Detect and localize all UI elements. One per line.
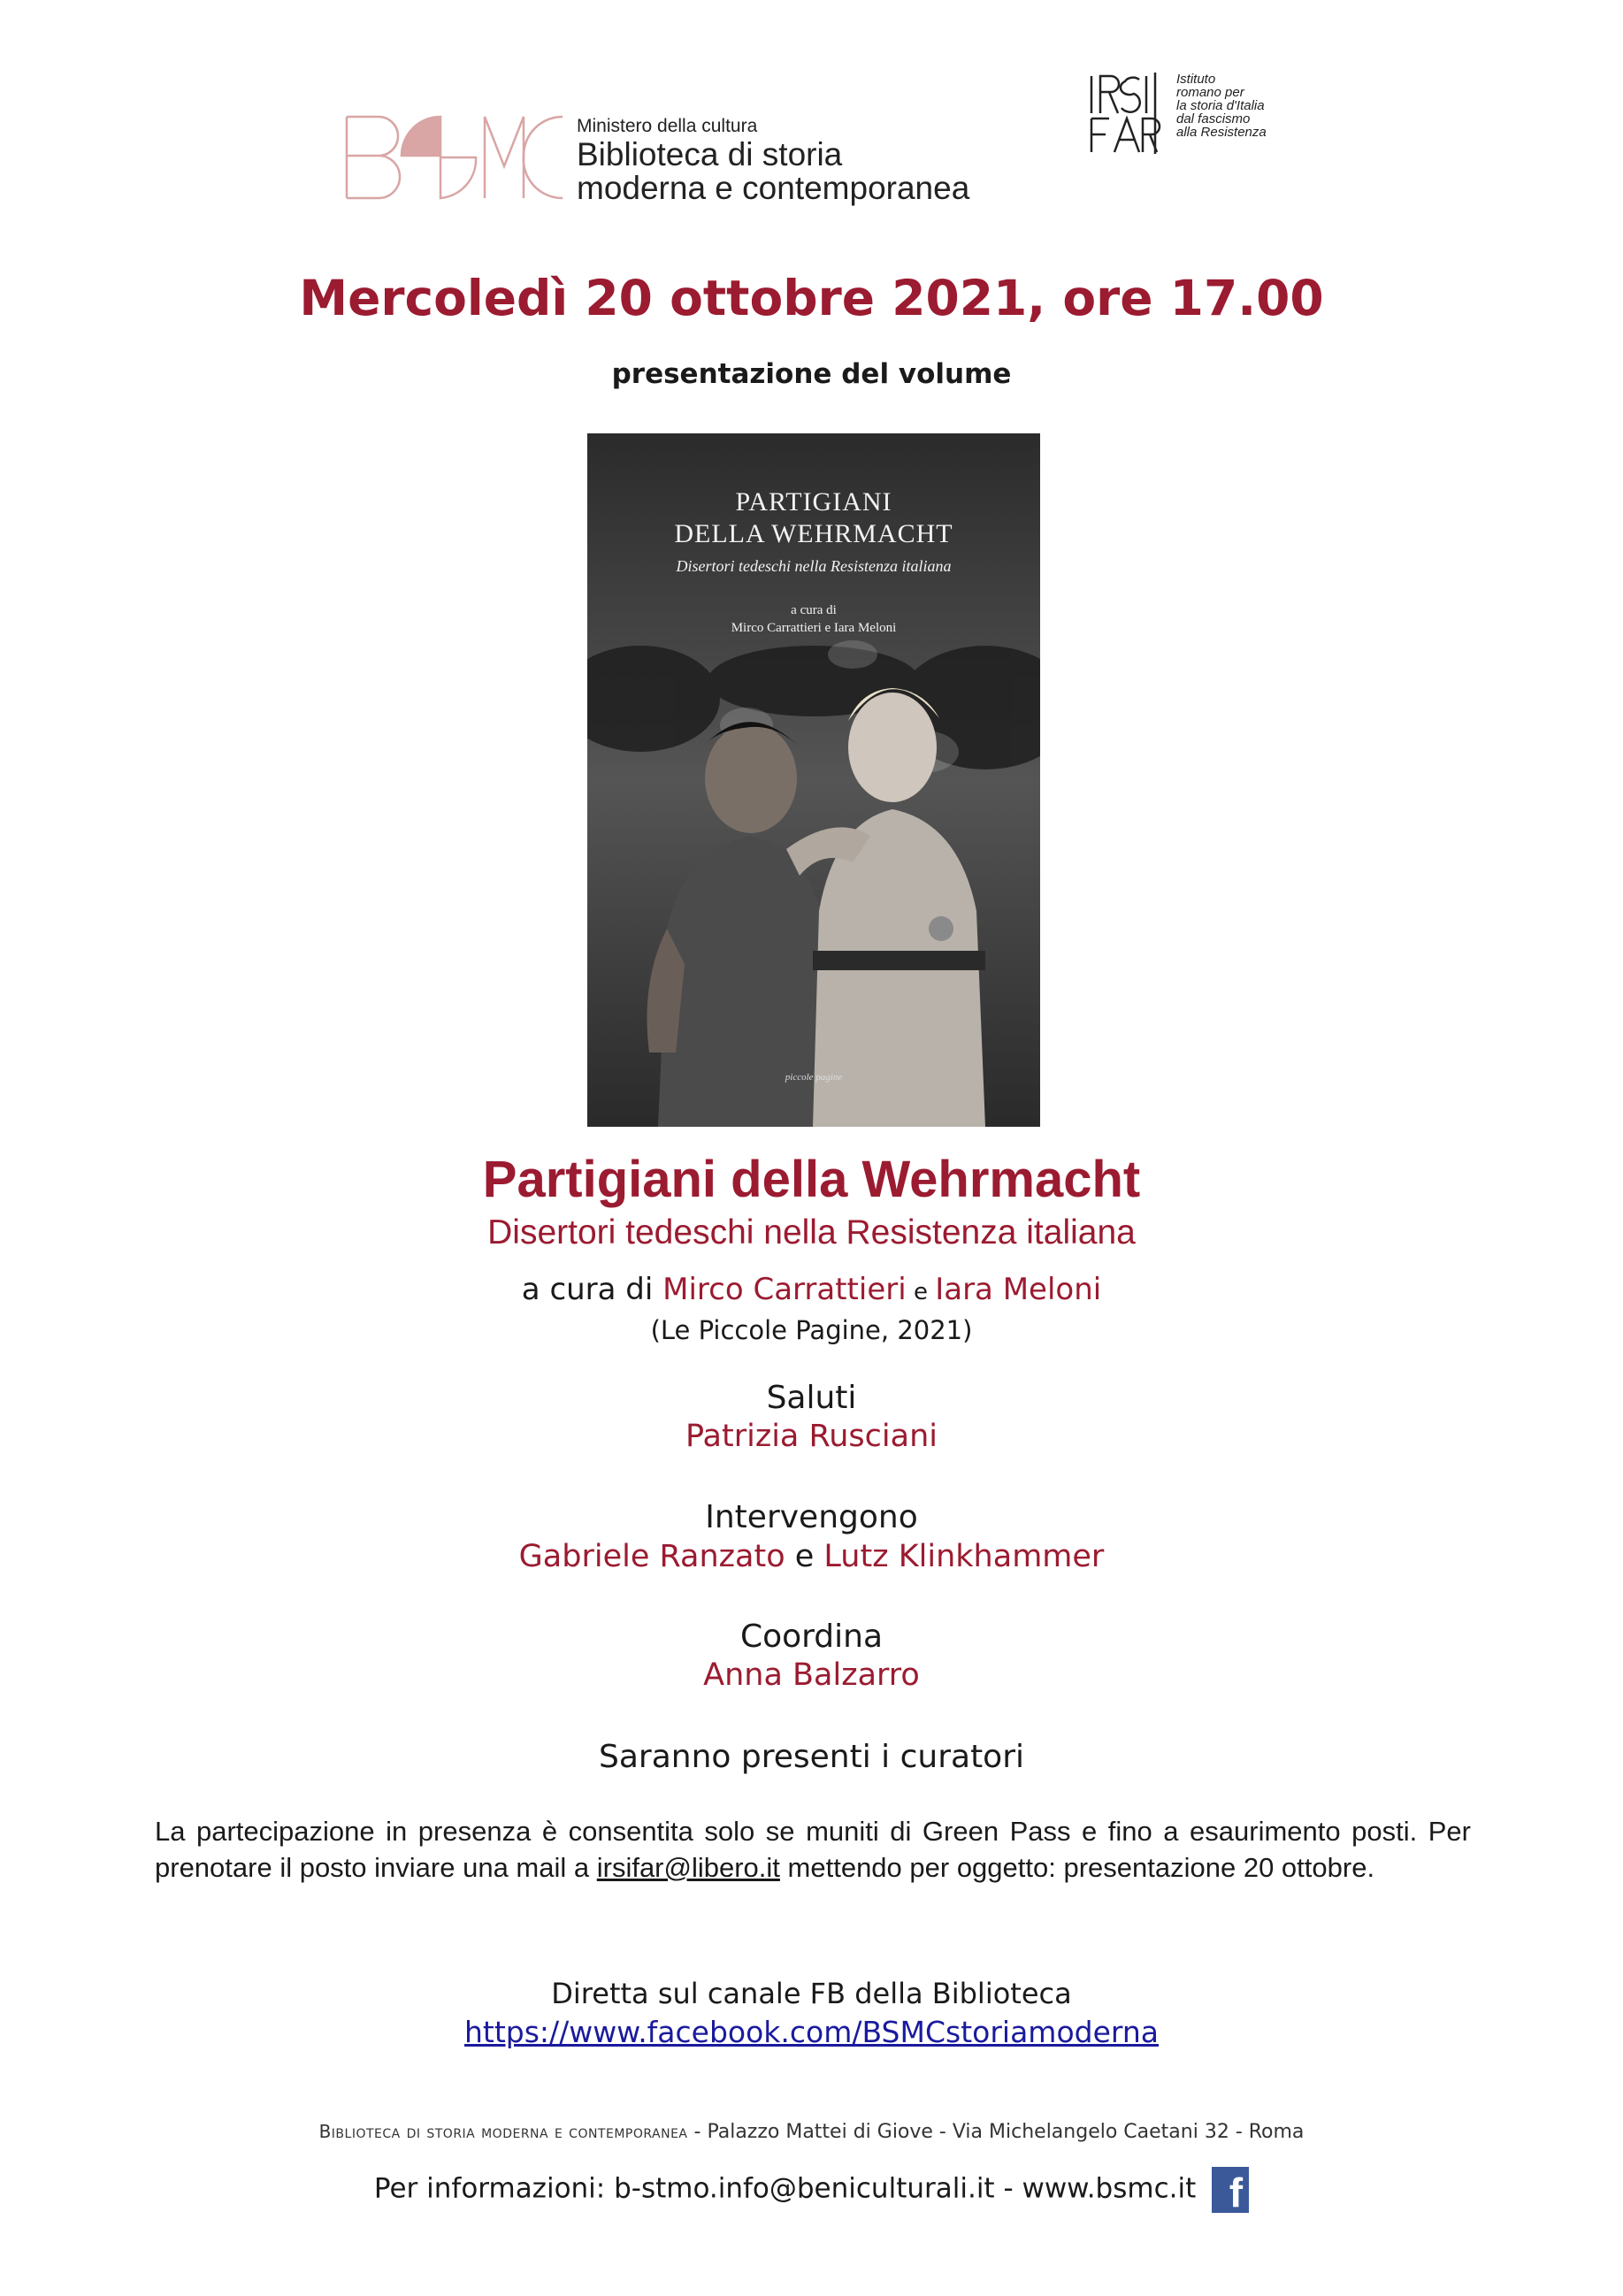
saluti-name: Patrizia Rusciani [685,1419,938,1454]
speakers-label: Intervengono [705,1499,918,1535]
cover-editors [587,601,1040,637]
cover-title-line1: PARTIGIANI [735,487,892,517]
event-date: Mercoledì 20 ottobre 2021, ore 17.00 [299,270,1324,326]
speaker-name: Gabriele Ranzato [518,1539,785,1574]
streaming-link-row [0,2015,1623,2049]
book-cover [587,433,1040,1127]
facebook-icon[interactable] [1212,2167,1249,2216]
cover-editors-prefix: a cura di [791,603,837,617]
editors-prefix: a cura di [521,1272,663,1307]
editor-name: Iara Meloni [935,1272,1102,1307]
editors-and: e [906,1279,936,1305]
irsifar-logo-mark [1088,73,1169,154]
speaker-name: Lutz Klinkhammer [823,1539,1105,1574]
irsifar-name-block [1176,73,1267,139]
footer-address-text: - Palazzo Mattei di Giove - Via Michelangelo Caetani 32 - Roma [687,2121,1305,2143]
notice-text-end: mettendo per oggetto: presentazione 20 ottobre. [779,1852,1375,1883]
bsmc-logo [343,113,564,202]
book-publisher: (Le Piccole Pagine, 2021) [650,1315,973,1345]
footer-info-text: Per informazioni: b-stmo.info@beniculturali.it - www.bsmc.it [373,2172,1197,2205]
footer-address [0,2121,1623,2143]
cover-subtitle: Disertori tedeschi nella Resistenza italiana [676,557,952,575]
bsmc-logo-mark [343,113,564,202]
irsifar-logo [1088,73,1169,154]
facebook-page-link[interactable]: https://www.facebook.com/BSMCstoriamoderna [463,2015,1160,2049]
book-title: Partigiani della Wehrmacht [482,1151,1141,1208]
library-name-line2: moderna e contemporanea [577,170,970,206]
speakers-and: e [785,1539,824,1574]
saluti-label: Saluti [766,1380,857,1416]
irsifar-line: alla Resistenza [1176,125,1267,140]
irsifar-line: la storia d'Italia [1176,98,1265,113]
ministry-name: Ministero della cultura [577,116,758,136]
attendance-notice [155,1813,1471,1886]
footer-info [0,2167,1623,2216]
book-editors [0,1272,1623,1307]
cover-title-line2: DELLA WEHRMACHT [674,519,953,548]
streaming-label: Diretta sul canale FB della Biblioteca [551,1977,1072,2010]
library-name-line1: Biblioteca di storia [577,136,843,172]
irsifar-line: romano per [1176,85,1244,100]
email-link[interactable]: irsifar@libero.it [596,1852,780,1883]
coordinator-name: Anna Balzarro [703,1657,920,1693]
bsmc-name-block [577,115,969,205]
speakers-names [0,1539,1623,1574]
book-subtitle: Disertori tedeschi nella Resistenza italiana [487,1213,1136,1251]
coordinator-label: Coordina [739,1619,884,1655]
facebook-glyph: f [1229,2170,1244,2216]
notice-text: La partecipazione in presenza è consentita solo se muniti di Green Pass e fino a esaurimento posti. Per prenotare il posto inviare una mail a [155,1816,1471,1883]
footer-library-name: Biblioteca di storia moderna e contemporanea [318,2121,688,2142]
cover-title [587,486,1040,550]
irsifar-line: dal fascismo [1176,111,1251,126]
cover-publisher-mark: piccole pagine [785,1072,843,1083]
event-intro: presentazione del volume [611,358,1012,390]
irsifar-line: Istituto [1176,72,1216,87]
editor-name: Mirco Carrattieri [662,1272,907,1307]
curators-note: Saranno presenti i curatori [598,1739,1025,1775]
cover-editors-names: Mirco Carrattieri e Iara Meloni [731,621,897,635]
